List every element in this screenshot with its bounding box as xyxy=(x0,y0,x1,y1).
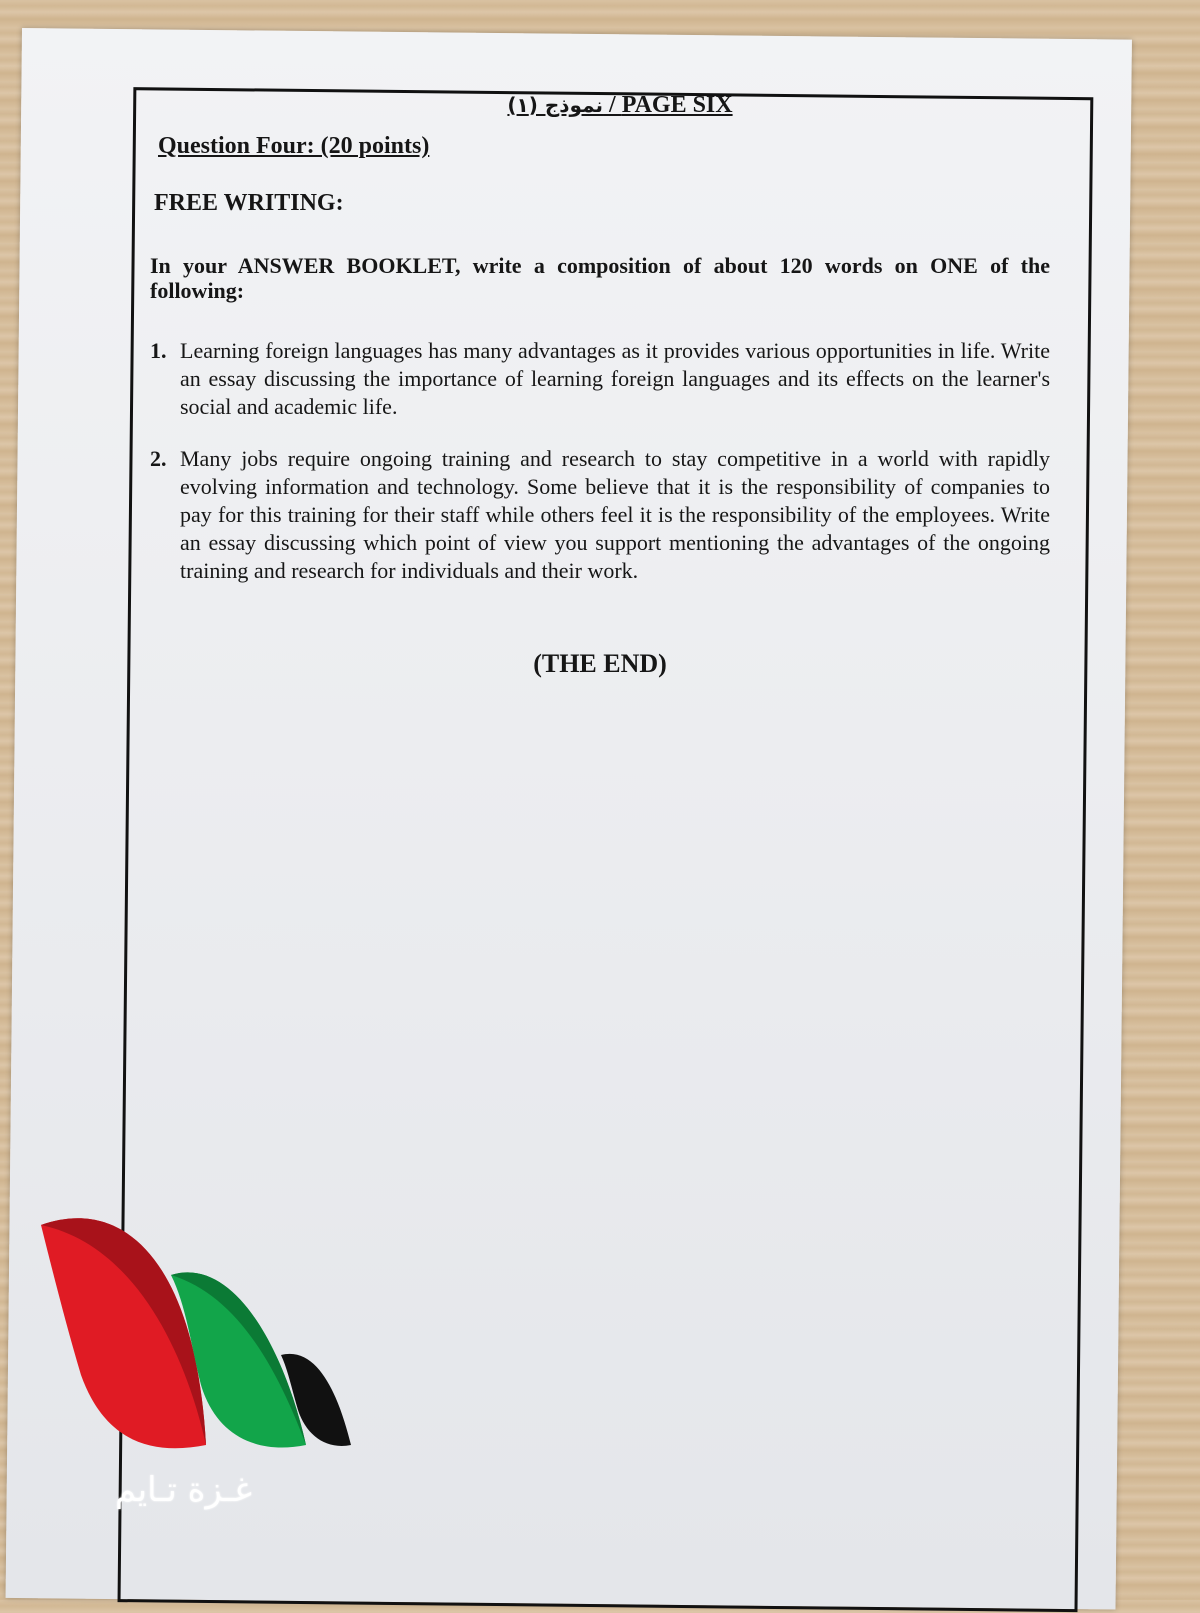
page-heading-english: PAGE SIX xyxy=(621,92,733,118)
instructions: In your ANSWER BOOKLET, write a composition of about 120 words on ONE of the following: xyxy=(150,253,1050,303)
prompt-item xyxy=(150,337,1050,421)
question-title: Question Four: (20 points) xyxy=(158,133,430,159)
page-heading-arabic: نموذج (١) xyxy=(507,93,604,117)
page-heading xyxy=(150,92,1050,119)
exam-content xyxy=(150,92,1050,679)
page-heading-separator: / xyxy=(603,92,622,118)
prompt-text: Learning foreign languages has many advantages as it provides various opportunities in life. Write an essay discussing the importance of learning foreign languages and its effects on the learner's social and academic life. xyxy=(180,338,1050,419)
prompt-number: 2. xyxy=(150,446,167,471)
prompt-text: Many jobs require ongoing training and research to stay competitive in a world with rapidly evolving information and technology. Some believe that it is the responsibility of companies to pay for this training for their staff while others feel it is the responsibility of the employees. Write an essay discussing which point of view you support mentioning the advantages of the ongoing training and research for individuals and their work. xyxy=(180,446,1050,583)
closing-text: (THE END) xyxy=(533,649,667,678)
watermark-logo-icon xyxy=(36,1205,366,1475)
prompt-number: 1. xyxy=(150,338,167,363)
section-title: FREE WRITING: xyxy=(154,190,344,216)
prompt-item xyxy=(150,445,1050,585)
watermark-text: غـزة تـايم xyxy=(115,1470,252,1510)
